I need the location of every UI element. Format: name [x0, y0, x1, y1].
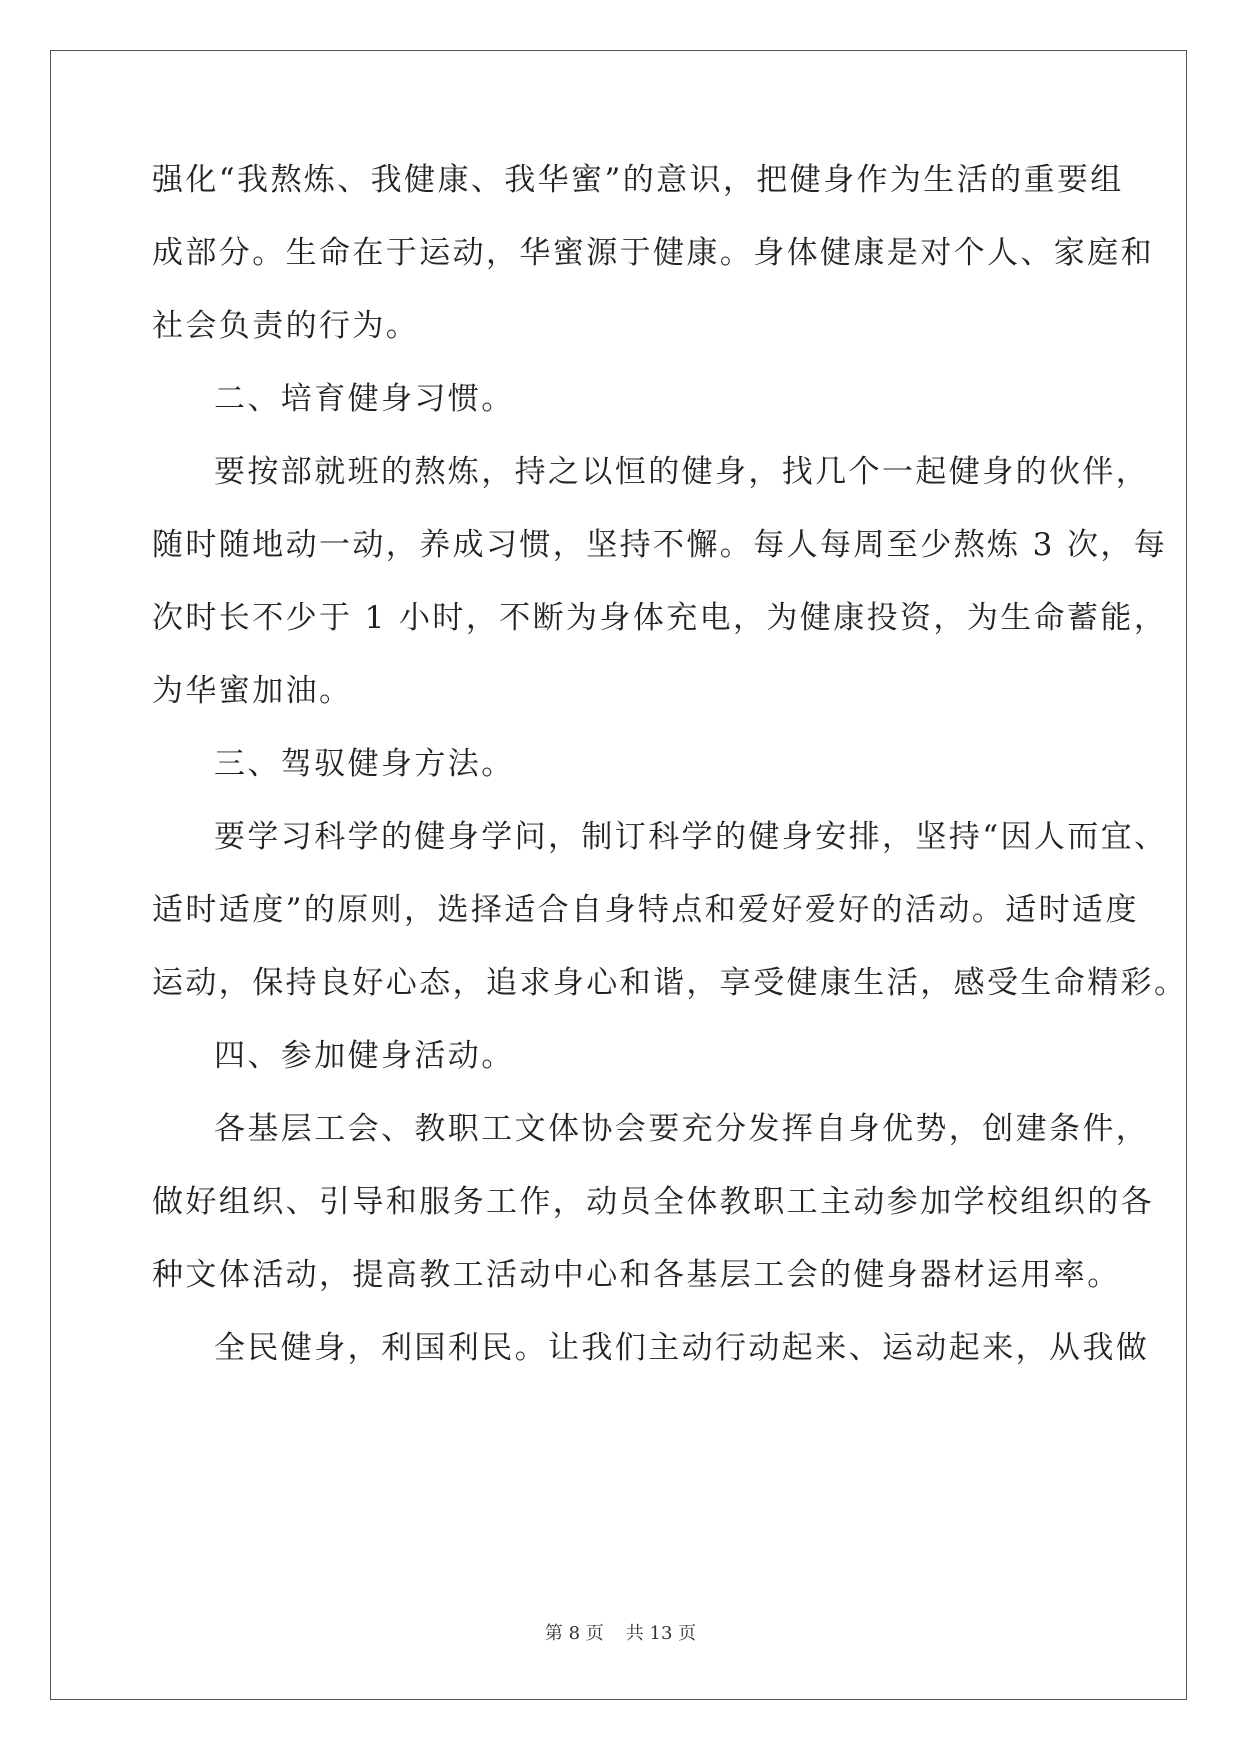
- text-line: 强化“我熬炼、我健康、我华蜜”的意识，把健身作为生活的重要组: [152, 162, 1124, 198]
- section-heading: 二、培育健身习惯。: [214, 381, 515, 417]
- text-line: 运动，保持良好心态，追求身心和谐，享受健康生活，感受生命精彩。: [152, 965, 1188, 1001]
- text-line: 适时适度”的原则，选择适合自身特点和爱好爱好的活动。适时适度: [152, 892, 1139, 928]
- text-line: 随时随地动一动，养成习惯，坚持不懈。每人每周至少熬炼 3 次，每: [152, 527, 1168, 563]
- page-footer: [0, 1622, 1241, 1646]
- page-border: [50, 50, 1187, 1700]
- section-heading: 四、参加健身活动。: [214, 1038, 515, 1074]
- text-line: 要按部就班的熬炼，持之以恒的健身，找几个一起健身的伙伴，: [214, 454, 1150, 490]
- page-total: 共 13 页: [625, 1623, 697, 1644]
- section-heading: 三、驾驭健身方法。: [214, 746, 515, 782]
- text-line: 种文体活动，提高教工活动中心和各基层工会的健身器材运用率。: [152, 1257, 1121, 1293]
- text-line: 成部分。生命在于运动，华蜜源于健康。身体健康是对个人、家庭和: [152, 235, 1154, 271]
- text-line: 各基层工会、教职工文体协会要充分发挥自身优势，创建条件，: [214, 1111, 1150, 1147]
- page-number: 第 8 页: [544, 1623, 604, 1644]
- text-line: 做好组织、引导和服务工作，动员全体教职工主动参加学校组织的各: [152, 1184, 1154, 1220]
- text-line: 社会负责的行为。: [152, 308, 420, 344]
- text-line: 要学习科学的健身学问，制订科学的健身安排，坚持“因人而宜、: [214, 819, 1168, 855]
- text-line: 全民健身，利国利民。让我们主动行动起来、运动起来，从我做: [214, 1330, 1150, 1366]
- text-line: 次时长不少于 1 小时，不断为身体充电，为健康投资，为生命蓄能，: [152, 600, 1168, 636]
- text-line: 为华蜜加油。: [152, 673, 353, 709]
